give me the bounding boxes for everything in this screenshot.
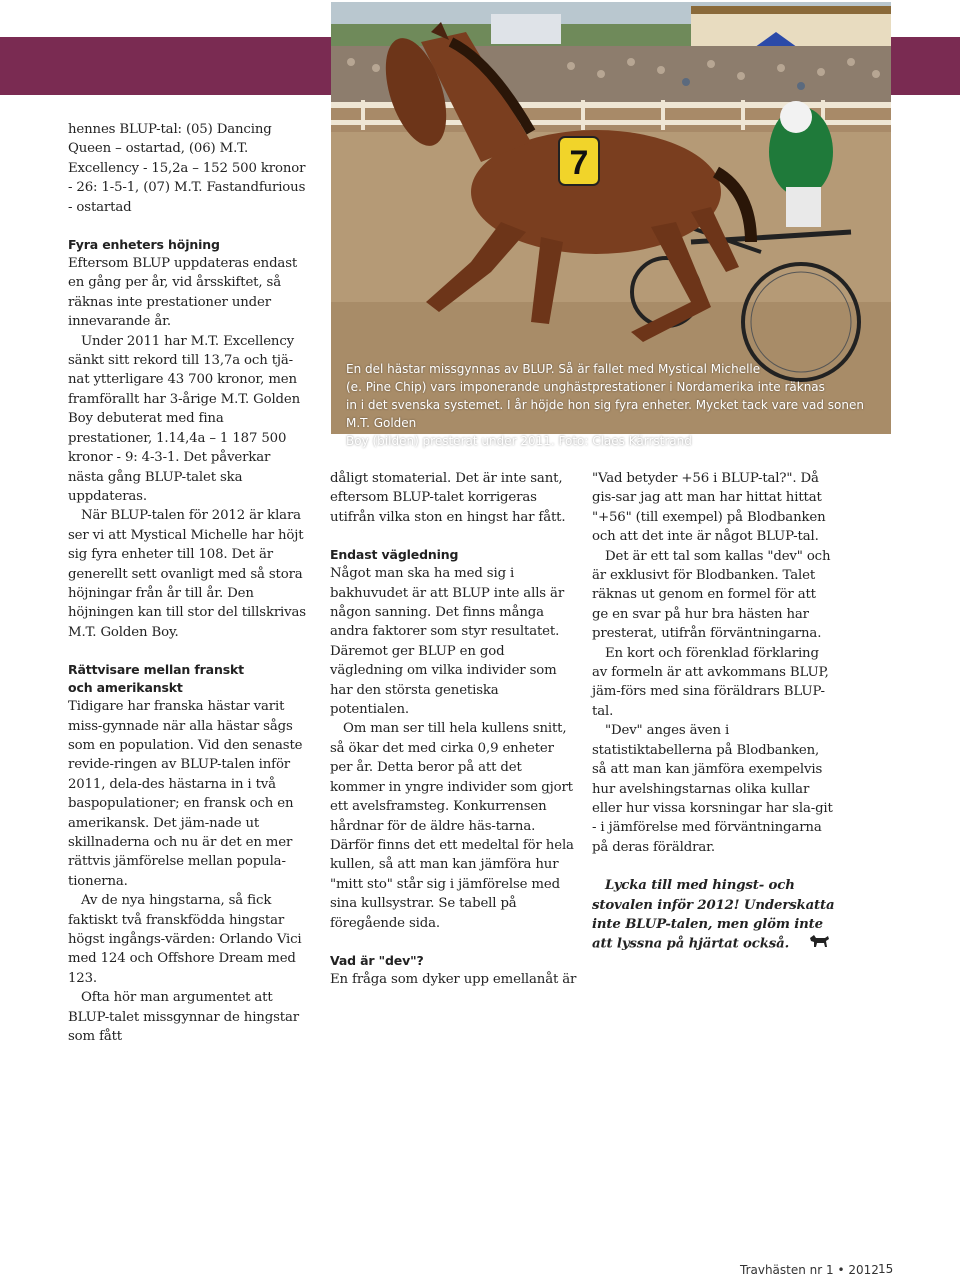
closing-paragraph bbox=[592, 876, 836, 955]
subheading: Endast vägledning bbox=[330, 547, 459, 563]
paragraph: dåligt stomaterial. Det är inte sant, eftersom BLUP-talet korrigeras utifrån vilka ston en hingst har fått. bbox=[330, 471, 566, 525]
article-column-2 bbox=[330, 469, 578, 989]
caption-line: in i det svenska systemet. I år höjde hon sig fyra enheter. Mycket tack vare vad sonen M.T. Golden bbox=[346, 398, 864, 430]
photo-caption bbox=[346, 360, 886, 450]
paragraph: "Dev" anges även i statistiktabellerna på Blodbanken, så att man kan jämföra exempelvis hur avelshingstarnas olika kullar eller hur vissa korsningar har sla-git - i jämförelse med förväntningarna på deras föräldrar. bbox=[592, 723, 833, 855]
paragraph: En fråga som dyker upp emellanåt är bbox=[330, 971, 577, 987]
paragraph: Eftersom BLUP uppdateras endast en gång per år, vid årsskiftet, så räknas inte prestationer under innevarande år. bbox=[68, 256, 298, 330]
caption-line: Boy (bilden) presterat under 2011. Foto: Claes Kärrstrand bbox=[346, 434, 692, 448]
subheading: Fyra enheters höjning bbox=[68, 237, 220, 253]
subheading-line: Rättvisare mellan franskt bbox=[68, 662, 244, 678]
subheading: Vad är "dev"? bbox=[330, 952, 424, 968]
article-column-1 bbox=[68, 120, 308, 1046]
page-number: 15 bbox=[878, 1262, 894, 1276]
paragraph: När BLUP-talen för 2012 är klara ser vi att Mystical Michelle har höjt sig fyra enheter till 108. Det är generellt sett ovanligt med så stora höjningar från år till år. Den höjningen kan till stor del tillskrivas M.T. Golden Boy. bbox=[68, 508, 306, 640]
paragraph: Under 2011 har M.T. Excellency sänkt sitt rekord till 13,7a och tjä-nat ytterligare 43 700 kronor, men framförallt har 3-årige M.T. Golden Boy debuterat med fina prestationer, 1.14,4a – 1 187 500 kronor - 9: 4-3-1. Det påverkar nästa gång BLUP-talet ska uppdateras. bbox=[68, 333, 301, 504]
paragraph: Något man ska ha med sig i bakhuvudet är att BLUP inte alls är någon sanning. Det finns många andra faktorer som styr resultatet. Däremot ger BLUP en god vägledning om vilka individer som har den största genetiska potentialen. bbox=[330, 566, 565, 718]
caption-line: En del hästar missgynnas av BLUP. Så är fallet med Mystical Michelle bbox=[346, 362, 761, 376]
paragraph: Om man ser till hela kullens snitt, så ökar det med cirka 0,9 enheter per år. Detta beror på att det kommer in yngre individer som gjort ett avelsframsteg. Konkurrensen hårdnar för de äldre häs-tarna. Därför finns det ett medeltal för hela kullen, så att man kan jämföra hur "mitt sto" står sig i jämförelse med sina kullsystrar. Se tabell på föregående sida. bbox=[330, 721, 574, 931]
paragraph: Tidigare har franska hästar varit miss-gynnade när alla hästar sågs som en population. Vid den senaste revide-ringen av BLUP-talen inför 2011, dela-des hästarna in i två baspopulationer; en fransk och en amerikansk. Det jäm-nade ut skillnaderna och nu är det en mer rättvis jämförelse mellan popula-tionerna. bbox=[68, 699, 303, 889]
horse-icon bbox=[795, 934, 830, 954]
subheading-line: och amerikanskt bbox=[68, 680, 183, 696]
paragraph: hennes BLUP-tal: (05) Dancing Queen – ostartad, (06) M.T. Excellency - 15,2a – 152 500 kronor - 26: 1-5-1, (07) M.T. Fastandfurious - ostartad bbox=[68, 122, 306, 215]
footer-magazine: Travhästen nr 1 • 2012 bbox=[740, 1263, 879, 1277]
subheading bbox=[68, 661, 308, 697]
paragraph: Av de nya hingstarna, så fick faktiskt två franskfödda hingstar högst ingångs-värden: Orlando Vici med 124 och Offshore Dream med 123. bbox=[68, 893, 302, 986]
caption-line: (e. Pine Chip) vars imponerande unghästprestationer i Nordamerika inte räknas bbox=[346, 380, 825, 394]
paragraph: Ofta hör man argumentet att BLUP-talet missgynnar de hingstar som fått bbox=[68, 990, 299, 1045]
paragraph: Det är ett tal som kallas "dev" och är exklusivt för Blodbanken. Talet räknas ut genom en formel för att ge en svar på hur bra hästen har presterat, utifrån förväntningarna. bbox=[592, 548, 831, 642]
closing-text: Lycka till med hingst- och stovalen inför 2012! Underskatta inte BLUP-talen, men glöm inte att lyssna på hjärtat också. bbox=[592, 878, 835, 953]
paragraph: "Vad betyder +56 i BLUP-tal?". Då gis-sar jag att man har hittat hittat "+56" (till exempel) på Blodbanken och att det inte är något BLUP-tal. bbox=[592, 471, 826, 545]
article-column-3 bbox=[592, 469, 836, 955]
paragraph: En kort och förenklad förklaring av formeln är att avkommans BLUP, jäm-förs med sina föräldrars BLUP-tal. bbox=[592, 645, 829, 719]
race-number: 7 bbox=[569, 144, 589, 182]
